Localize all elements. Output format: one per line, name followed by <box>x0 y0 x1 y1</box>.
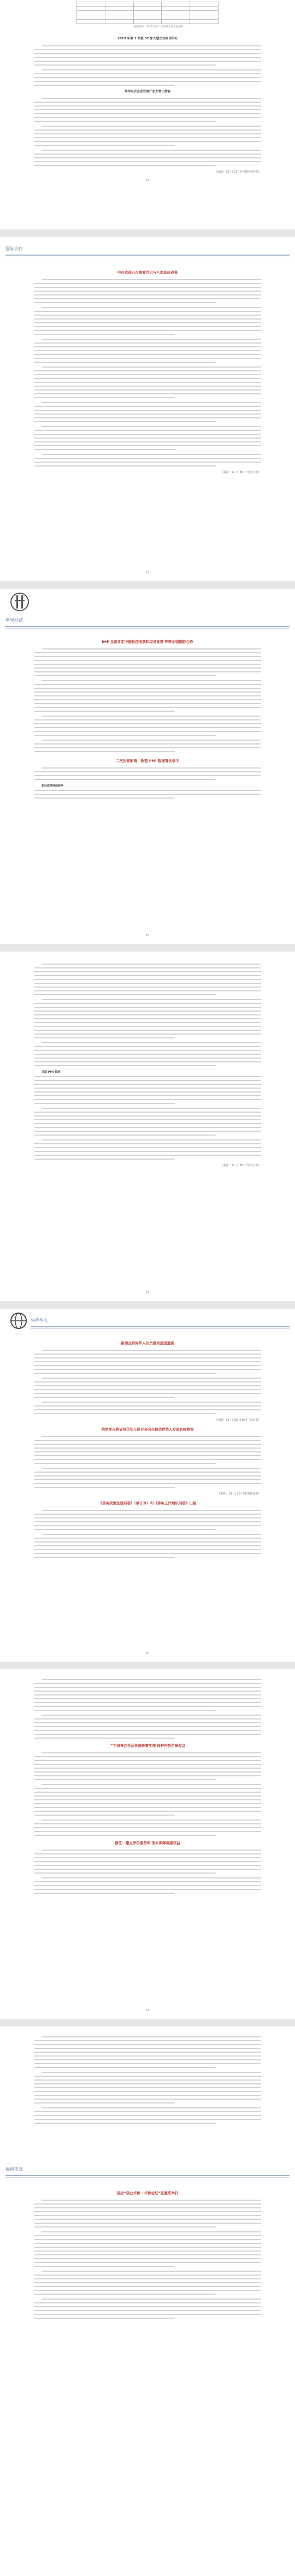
article-body <box>34 964 261 1173</box>
table-source: （数据来源：2019 第四 · 国内外企业发展报告） <box>131 26 186 28</box>
source-note: （来源：11 月 30 日中国日报） <box>220 471 261 474</box>
page-separator <box>0 944 295 952</box>
article-headline: 广东省开启侨法侨规政策实施 保护归侨侨眷权益 <box>109 1744 186 1748</box>
page-separator <box>0 1662 295 1669</box>
source-note: （来源：11 月 25 日中国新闻网） <box>217 1492 261 1496</box>
article-headline: 《侨务政策法规问答》（修订本）和《侨务工作知识问答》出版 <box>98 1501 197 1505</box>
section-title: 侨情传真 <box>5 2167 23 2172</box>
article-headline: 新西兰侨界华人议员推动建国道别 <box>121 1341 174 1345</box>
table-row <box>77 15 219 20</box>
page-separator <box>0 2019 295 2026</box>
table-row <box>77 20 219 24</box>
table-row <box>77 11 219 15</box>
article-headline: 中日达成五点重要共识与八项具体成果 <box>117 270 178 275</box>
bold-lead: 美国 PMI 数据： <box>42 1071 63 1074</box>
page-number: 17 <box>145 571 150 575</box>
article-body <box>34 1679 261 1898</box>
source-note: （来源：11 月 30 日光明日报） <box>220 1164 261 1167</box>
section-header <box>0 2163 295 2179</box>
article-body <box>34 32 261 179</box>
data-table <box>76 2 219 24</box>
table-row <box>77 2 219 7</box>
page-6 <box>0 1669 295 2019</box>
article-headline: 俄罗斯吉林省侨华华人联合会向在俄华侨华人发放防疫物资 <box>101 1427 194 1432</box>
article-headline: 二次封锁影响 欧盟 PMI 数据喜忧参半 <box>116 759 179 763</box>
article-headline: 首届“我业华侨 · 华侨论坛”在重庆举行 <box>116 2191 179 2195</box>
page-number: 18 <box>145 934 150 937</box>
bold-lead: 新冠疫情持续影响 <box>42 784 64 788</box>
table-row <box>77 7 219 11</box>
section-header <box>0 614 295 630</box>
article-body <box>34 635 261 802</box>
article-headline: 浙江：建立涉侨服务库 务实保障侨胞权益 <box>115 1841 180 1845</box>
section-title: 世界经济 <box>5 618 23 623</box>
page-5 <box>0 1309 295 1662</box>
page-2 <box>0 237 295 581</box>
page-number: 20 <box>145 1652 150 1655</box>
page-number: 16 <box>145 179 150 182</box>
page-4 <box>0 952 295 1301</box>
article-body <box>34 1336 261 1562</box>
inline-heading: 共享经济企业发展产业大增长潜能 <box>125 90 170 93</box>
section-title: 国际合作 <box>5 246 23 251</box>
article-body <box>34 2186 261 2323</box>
emblem-icon <box>9 589 31 615</box>
page-7 <box>0 2026 295 2576</box>
page-separator <box>0 1301 295 1309</box>
article-headline: IMF 总裁肯定中国抗疫成就和经济复苏 呼吁加强国际合作 <box>102 640 193 644</box>
source-note: （来源：11 月 30 日新西兰先驱报） <box>214 1419 261 1422</box>
page-separator <box>0 581 295 589</box>
article-body <box>34 265 261 480</box>
section-title: 华侨华人 <box>31 1318 48 1323</box>
article-body <box>34 2036 261 2128</box>
subhead: 2019 年第 2 季度 37 家大型企业综合指标 <box>117 37 178 40</box>
page-1 <box>0 0 295 229</box>
page-separator <box>0 229 295 237</box>
section-header <box>0 1314 295 1331</box>
page-3 <box>0 589 295 944</box>
page-number: 21 <box>145 2009 150 2012</box>
page-number: 19 <box>145 1291 150 1295</box>
section-header <box>0 243 295 259</box>
source-note: （来源：11 月 27 日中国经济时报） <box>214 170 261 174</box>
